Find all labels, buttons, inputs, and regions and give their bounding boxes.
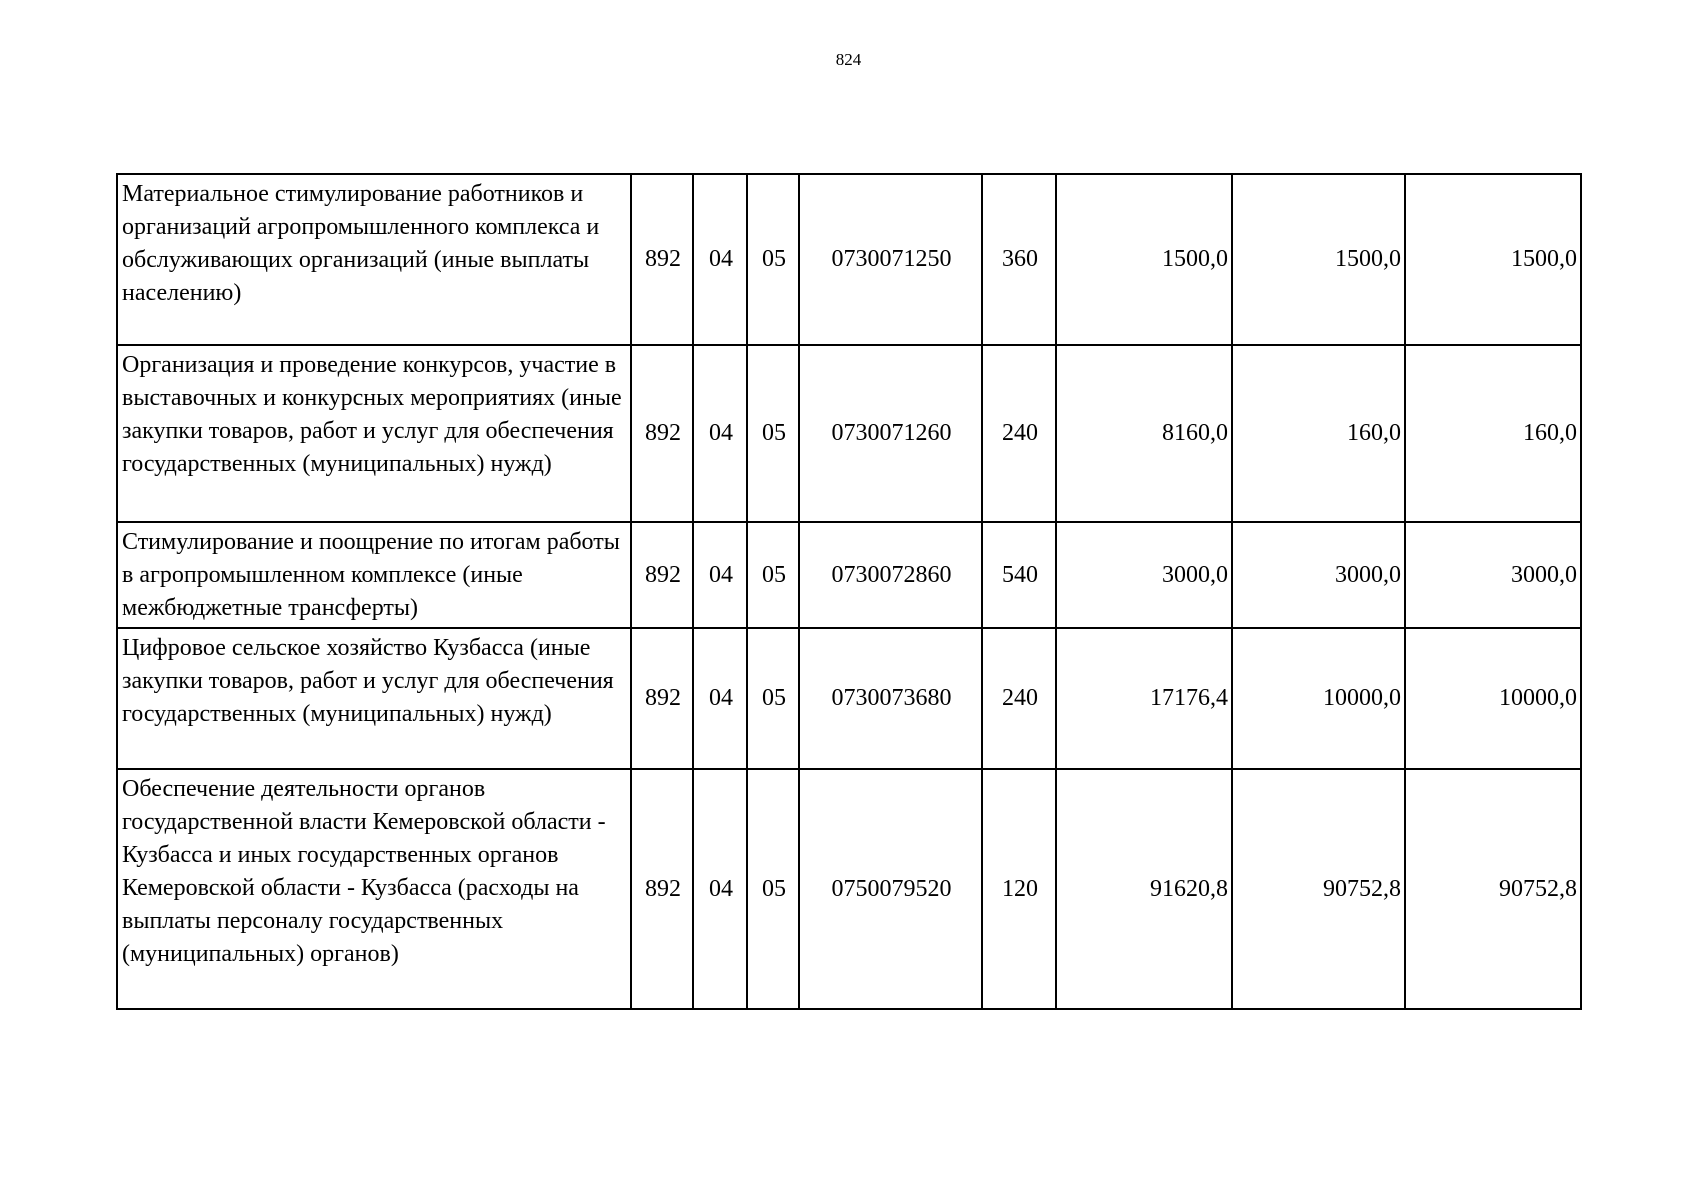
expense-type-code: 540: [982, 522, 1056, 628]
amount-cell: 17176,4: [1056, 628, 1232, 769]
target-article-code: 0730071260: [799, 345, 982, 522]
subsection-code: 05: [747, 769, 799, 1009]
section-code: 04: [693, 522, 747, 628]
target-article-code: 0730071250: [799, 174, 982, 345]
target-article-code: 0750079520: [799, 769, 982, 1009]
amount-cell: 91620,8: [1056, 769, 1232, 1009]
ministry-code: 892: [631, 522, 693, 628]
table-row: [117, 345, 1581, 522]
amount-cell: 1500,0: [1056, 174, 1232, 345]
amount-cell: 160,0: [1232, 345, 1405, 522]
row-description: Материальное стимулирование работников и организаций агропромышленного комплекса и обслуживающих организаций (иные выплаты населению): [117, 174, 631, 345]
page-number: 824: [835, 50, 862, 69]
row-description: Обеспечение деятельности органов государственной власти Кемеровской области - Кузбасса и иных государственных органов Кемеровской области - Кузбасса (расходы на выплаты персоналу государственных (муниципальных) органов): [117, 769, 631, 1009]
amount-cell: 90752,8: [1232, 769, 1405, 1009]
ministry-code: 892: [631, 769, 693, 1009]
row-description: Цифровое сельское хозяйство Кузбасса (иные закупки товаров, работ и услуг для обеспечения государственных (муниципальных) нужд): [117, 628, 631, 769]
amount-cell: 1500,0: [1232, 174, 1405, 345]
amount-cell: 90752,8: [1405, 769, 1581, 1009]
expense-type-code: 240: [982, 345, 1056, 522]
amount-cell: 160,0: [1405, 345, 1581, 522]
table-row: [117, 174, 1581, 345]
amount-cell: 3000,0: [1232, 522, 1405, 628]
subsection-code: 05: [747, 345, 799, 522]
table-row: [117, 628, 1581, 769]
amount-cell: 10000,0: [1405, 628, 1581, 769]
amount-cell: 8160,0: [1056, 345, 1232, 522]
subsection-code: 05: [747, 174, 799, 345]
section-code: 04: [693, 628, 747, 769]
amount-cell: 3000,0: [1405, 522, 1581, 628]
section-code: 04: [693, 174, 747, 345]
ministry-code: 892: [631, 174, 693, 345]
budget-table: [116, 173, 1582, 1010]
target-article-code: 0730072860: [799, 522, 982, 628]
section-code: 04: [693, 345, 747, 522]
expense-type-code: 120: [982, 769, 1056, 1009]
expense-type-code: 360: [982, 174, 1056, 345]
subsection-code: 05: [747, 628, 799, 769]
section-code: 04: [693, 769, 747, 1009]
expense-type-code: 240: [982, 628, 1056, 769]
table-row: [117, 769, 1581, 1009]
ministry-code: 892: [631, 345, 693, 522]
target-article-code: 0730073680: [799, 628, 982, 769]
amount-cell: 10000,0: [1232, 628, 1405, 769]
subsection-code: 05: [747, 522, 799, 628]
amount-cell: 1500,0: [1405, 174, 1581, 345]
row-description: Организация и проведение конкурсов, участие в выставочных и конкурсных мероприятиях (иные закупки товаров, работ и услуг для обеспечения государственных (муниципальных) нужд): [117, 345, 631, 522]
row-description: Стимулирование и поощрение по итогам работы в агропромышленном комплексе (иные межбюджетные трансферты): [117, 522, 631, 628]
amount-cell: 3000,0: [1056, 522, 1232, 628]
ministry-code: 892: [631, 628, 693, 769]
table-row: [117, 522, 1581, 628]
